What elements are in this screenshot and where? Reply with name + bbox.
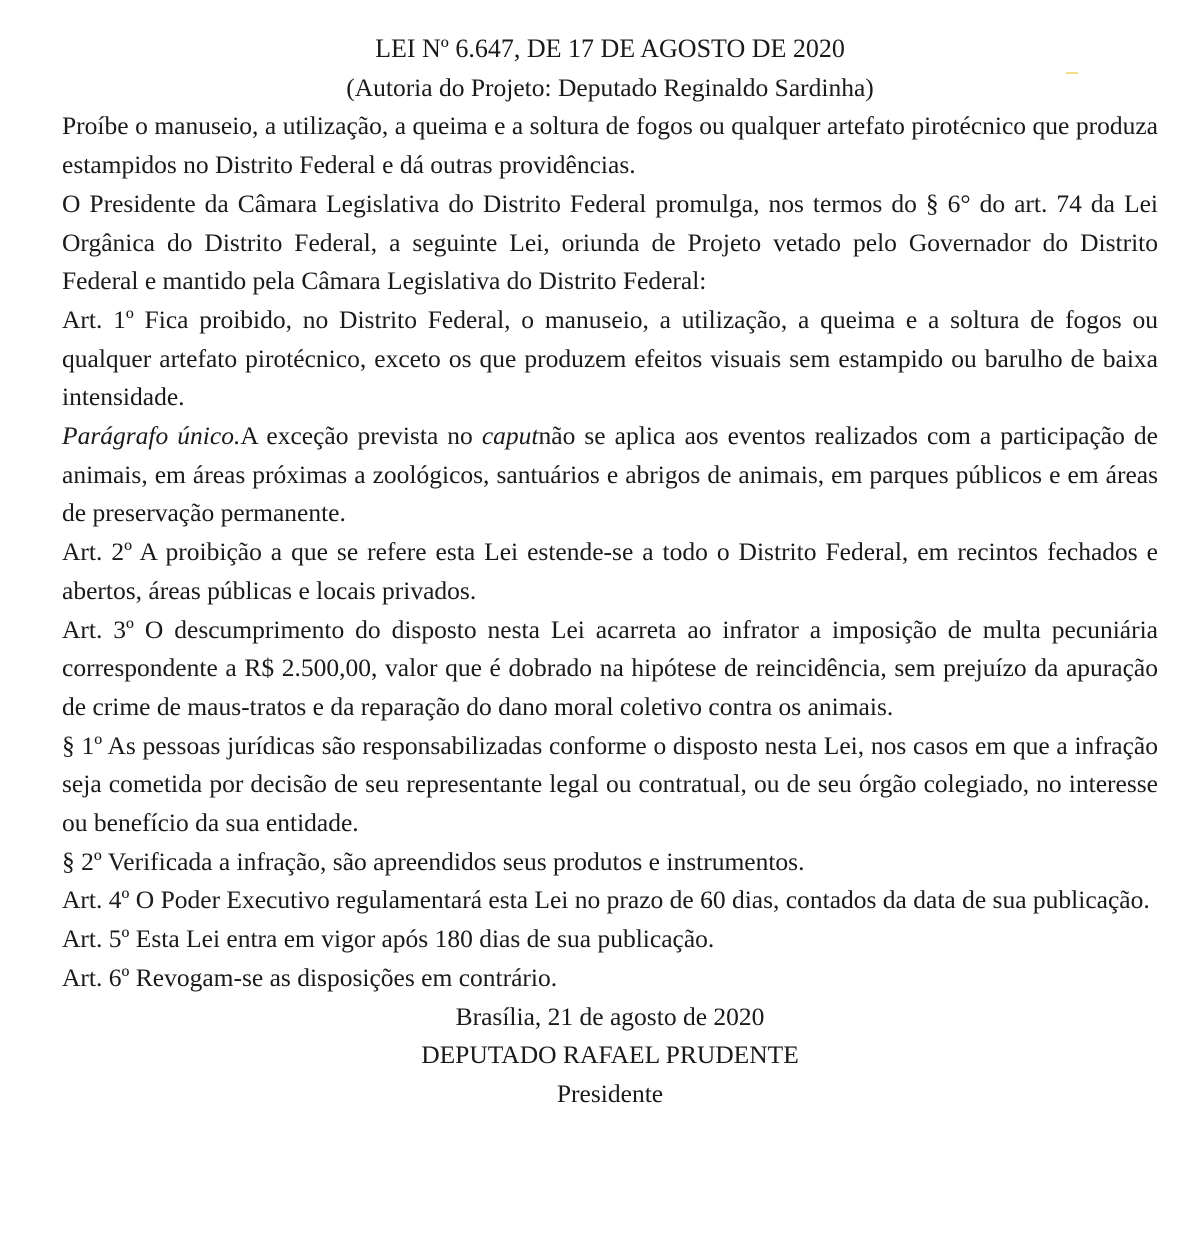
law-document — [62, 30, 1158, 1114]
signature-role: Presidente — [556, 1078, 664, 1108]
article-3: Art. 3º O descumprimento do disposto nesta Lei acarreta ao infrator a imposição de multa pecuniária correspondente a R$ 2.500,00, valor que é dobrado na hipótese de reincidência, sem prejuízo da apuração de crime de maus-tratos e da reparação do dano moral coletivo contra os animais. — [62, 614, 1158, 721]
article-5: Art. 5º Esta Lei entra em vigor após 180 dias de sua publicação. — [62, 924, 715, 954]
signature-block — [62, 998, 1158, 1114]
law-preamble: O Presidente da Câmara Legislativa do Distrito Federal promulga, nos termos do § 6° do art. 74 da Lei Orgânica do Distrito Federal, a seguinte Lei, oriunda de Projeto vetado pelo Governador do Distrito Federal e mantido pela Câmara Legislativa do Distrito Federal: — [62, 188, 1158, 296]
article-3-paragraph-1: § 1º As pessoas jurídicas são responsabilizadas conforme o disposto nesta Lei, nos casos em que a infração seja cometida por decisão de seu representante legal ou contratual, ou de seu órgão colegiado, no interesse ou benefício da sua entidade. — [62, 730, 1158, 838]
article-3-paragraph-2: § 2º Verificada a infração, são apreendidos seus produtos e instrumentos. — [62, 846, 805, 876]
article-1: Art. 1º Fica proibido, no Distrito Federal, o manuseio, a utilização, a queima e a soltura de fogos ou qualquer artefato pirotécnico, exceto os que produzem efeitos visuais sem estampido ou barulho de baixa intensidade. — [62, 304, 1158, 412]
law-authorship: (Autoria do Projeto: Deputado Reginaldo Sardinha) — [346, 72, 874, 102]
paragraph-text-start: A exceção prevista no — [240, 421, 482, 451]
article-6: Art. 6º Revogam-se as disposições em contrário. — [62, 962, 558, 992]
article-2: Art. 2º A proibição a que se refere esta Lei estende-se a todo o Distrito Federal, em recintos fechados e abertos, áreas públicas e locais privados. — [62, 537, 1158, 605]
caput-term: caput — [481, 421, 539, 451]
signature-place-date: Brasília, 21 de agosto de 2020 — [455, 1001, 765, 1031]
law-title: LEI Nº 6.647, DE 17 DE AGOSTO DE 2020 — [375, 34, 845, 63]
signature-name: DEPUTADO RAFAEL PRUDENTE — [421, 1040, 799, 1070]
paragraph-text-end: não se aplica aos eventos realizados com a participação de animais, em áreas próximas a zoológicos, santuários e abrigos de animais, em parques públicos e em áreas de preservação permanente. — [62, 421, 1158, 528]
article-4: Art. 4º O Poder Executivo regulamentará esta Lei no prazo de 60 dias, contados da data de sua publicação. — [62, 885, 1150, 915]
law-ementa: Proíbe o manuseio, a utilização, a queima e a soltura de fogos ou qualquer artefato pirotécnico que produza estampidos no Distrito Federal e dá outras providências. — [62, 111, 1158, 180]
article-1-paragraph — [62, 417, 1158, 533]
paragraph-label: Parágrafo único. — [62, 421, 241, 451]
